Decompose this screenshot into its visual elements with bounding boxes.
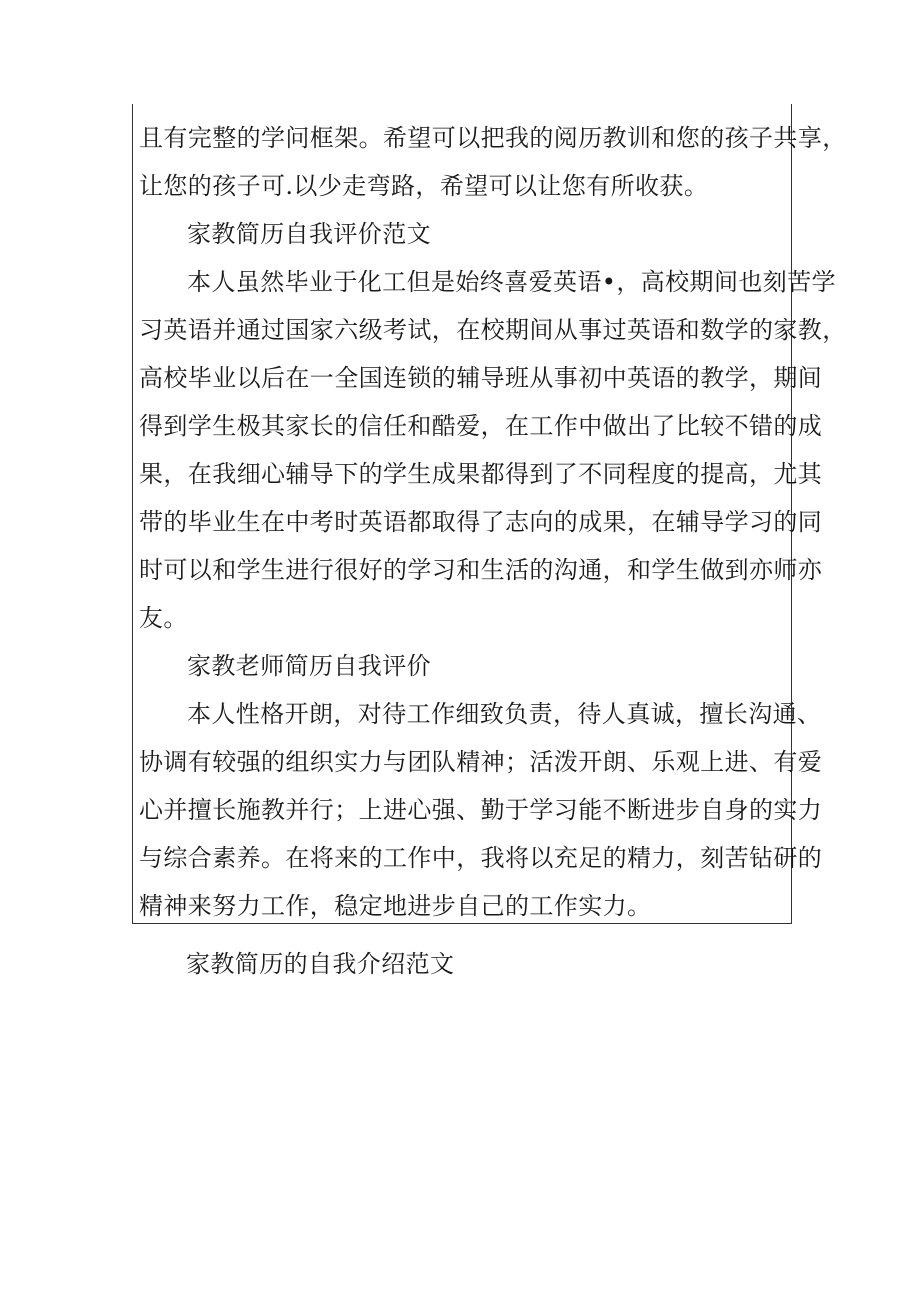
- text-line: 且有完整的学问框架。希望可以把我的阅历教训和您的孩子共享，: [139, 124, 847, 152]
- section-heading: 家教简历的自我介绍范文: [186, 950, 455, 978]
- text-line: 本人性格开朗，对待工作细致负责，待人真诚，擅长沟通、: [187, 700, 822, 728]
- section-heading: 家教简历自我评价范文: [187, 220, 431, 248]
- text-line: 习英语并通过国家六级考试，在校期间从事过英语和数学的家教，: [139, 316, 847, 344]
- text-line: 带的毕业生在中考时英语都取得了志向的成果，在辅导学习的同: [139, 508, 823, 536]
- box-content: [139, 114, 847, 930]
- text-line: 让您的孩子可.以少走弯路，希望可以让您有所收获。: [139, 172, 709, 200]
- text-line: 心并擅长施教并行；上进心强、勤于学习能不断进步自身的实力: [139, 796, 823, 824]
- text-line: 与综合素养。在将来的工作中，我将以充足的精力，刻苦钻研的: [139, 844, 823, 872]
- text-line: 协调有较强的组织实力与团队精神；活泼开朗、乐观上进、有爱: [139, 748, 823, 776]
- bordered-text-box: [132, 104, 847, 924]
- text-line: 时可以和学生进行很好的学习和生活的沟通，和学生做到亦师亦: [139, 556, 823, 584]
- section-heading: 家教老师简历自我评价: [187, 652, 431, 680]
- text-line: 得到学生极其家长的信任和酷爱，在工作中做出了比较不错的成: [139, 412, 823, 440]
- text-line: 果，在我细心辅导下的学生成果都得到了不同程度的提高，尤其: [139, 460, 823, 488]
- text-line: 精神来努力工作，稳定地进步自己的工作实力。: [139, 892, 652, 920]
- text-line: 高校毕业以后在一全国连锁的辅导班从事初中英语的教学，期间: [139, 364, 823, 392]
- text-line: 友。: [139, 604, 188, 632]
- text-line: 本人虽然毕业于化工但是始终喜爱英语•，高校期间也刻苦学: [187, 268, 836, 296]
